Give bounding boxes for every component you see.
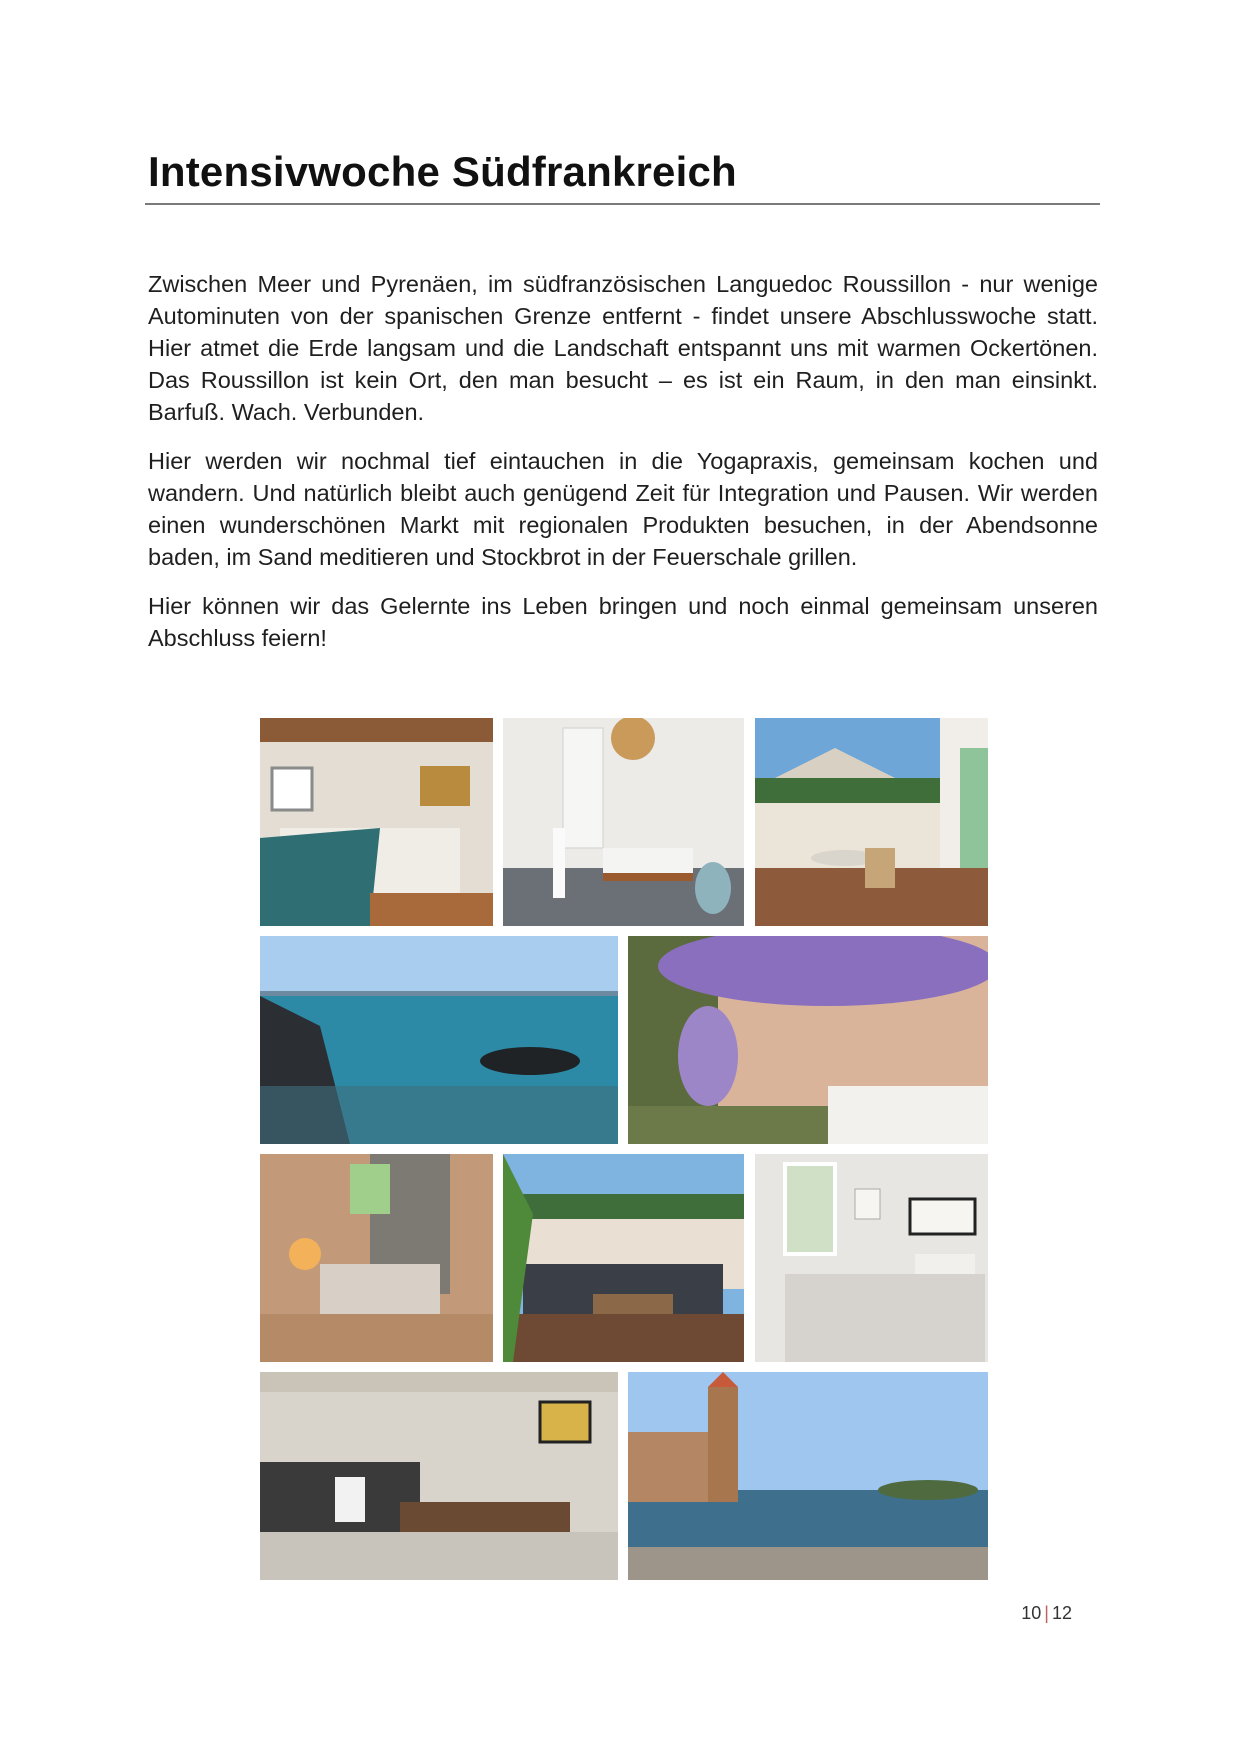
- photo-lounge-terrace: [503, 1154, 744, 1362]
- photo-terrace-umbrella: [755, 718, 988, 926]
- page-number-separator: |: [1044, 1603, 1049, 1623]
- page-number-total: 12: [1051, 1603, 1072, 1623]
- title-divider: [145, 203, 1100, 205]
- photo-staircase-dining-corner: [503, 718, 744, 926]
- photo-bedroom-white: [755, 1154, 988, 1362]
- paragraph-closing: Hier können wir das Gelernte ins Leben bringen und noch einmal gemeinsam unseren Abschluss feiern!: [148, 593, 1098, 651]
- photo-bedroom-teal-blanket: [260, 718, 493, 926]
- paragraph-intro: Zwischen Meer und Pyrenäen, im südfranzösischen Languedoc Roussillon - nur wenige Autominuten von der spanischen Grenze entfernt - findet unsere Abschlusswoche statt. Hier atmet die Erde langsam und die Landschaft entspannt uns mit warmen Ockertönen. Das Roussillon ist kein Ort, den man besucht – es ist ein Raum, in den man einsinkt. Barfuß. Wach. Verbunden.: [148, 271, 1098, 425]
- page-number: [1021, 1603, 1072, 1624]
- photo-collioure-church: [628, 1372, 988, 1580]
- body-text: [148, 268, 1098, 671]
- page-title: Intensivwoche Südfrankreich: [148, 148, 737, 195]
- page-number-current: 10: [1021, 1603, 1042, 1623]
- photo-sea-coast: [260, 936, 618, 1144]
- photo-wisteria-courtyard: [628, 936, 988, 1144]
- photo-kitchen-dining: [260, 1372, 618, 1580]
- photo-bedroom-lamp: [260, 1154, 493, 1362]
- paragraph-activities: Hier werden wir nochmal tief eintauchen in die Yogapraxis, gemeinsam kochen und wandern. Und natürlich bleibt auch genügend Zeit für Integration und Pausen. Wir werden einen wunderschönen Markt mit regionalen Produkten besuchen, in der Abendsonne baden, im Sand meditieren und Stockbrot in der Feuerschale grillen.: [148, 448, 1098, 570]
